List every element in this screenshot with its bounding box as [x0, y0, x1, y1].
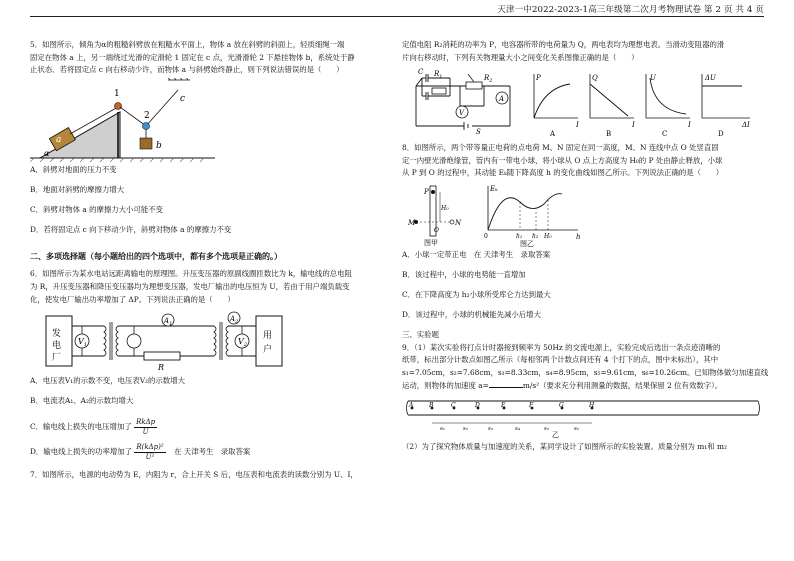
q6-option-c: [30, 415, 390, 439]
q6-line-2: 为 R，升压变压器和降压变压器均为理想变压器，发电厂输出的电压恒为 U，若由于用户端负载变: [30, 281, 350, 291]
tape-points-group: [408, 402, 595, 409]
q9-line-4-suffix: m/s²（要求充分利用测量的数据，结果保留 2 位有效数字）。: [522, 381, 723, 391]
q5-label-1: 1: [114, 88, 120, 99]
q6-option-d: [30, 439, 390, 465]
q6-option-d-den: U²: [145, 452, 155, 461]
tape-label-C: C: [451, 401, 456, 409]
q5-line-3: 止状态．若将固定点 c 向右移动少许，而物体 a 与斜劈始终静止，则下列说法错误的是（ ）: [30, 65, 344, 75]
q8-line-3: 从 P 到 O 的过程中，其动能 Eₖ随下降高度 h 的变化曲线如图乙所示。下列说法正确的是（ ）: [402, 168, 724, 178]
q5-line-2: 固定在物体 a 上，另一端绕过光滑的定滑轮 1 固定在 c 点，光滑滑轮 2 下悬挂物体 b，系统处于静: [30, 52, 355, 62]
q8-option-a: A．小球一定带正电 在 天津考生 录取答案: [402, 249, 551, 259]
q8-label-ek: Eₖ: [490, 184, 498, 193]
tape-segment-label: s₄: [515, 425, 521, 432]
q8-caption-jia: 图甲: [424, 238, 438, 247]
q8-label-h0: H₀: [441, 204, 449, 212]
q8-label-h0x: H₀: [544, 232, 552, 240]
q5-label-c: c: [180, 93, 186, 104]
q5-label-a: a: [56, 134, 62, 145]
tape-label-D: D: [475, 401, 480, 409]
q7-graph-d: [702, 74, 750, 136]
q7-graph-c-letter: C: [662, 130, 668, 137]
q7-graph-b: [590, 74, 635, 136]
q5-option-c: C．斜劈对物体 a 的摩擦力大小可能不变: [30, 204, 164, 214]
q7-cont-line-1: 定值电阻 R₂消耗的功率为 P，电容器所带的电荷量为 Q，两电表均为理想电表。当滑动变阻器的滑: [402, 40, 725, 49]
q7-cont-line-2: 片向右移动时，下列有关物理量大小之间变化关系图像正确的是（ ）: [402, 52, 639, 62]
q6-circuit-figure: [44, 310, 284, 372]
tape-segment-label: s₂: [463, 425, 469, 432]
q7-graph-b-xaxis: I: [632, 121, 635, 130]
q7-graph-b-letter: B: [606, 130, 612, 137]
tape-segment-label: s₁: [440, 425, 446, 432]
q8-label-m: M: [408, 218, 416, 227]
q7-graph-d-yaxis: ΔU: [705, 74, 716, 83]
q5-label-b: b: [156, 140, 162, 151]
q9-tape-caption: 乙: [552, 430, 559, 439]
q6-line-3: 化，使发电厂输出功率增加了 ΔP。下列说法正确的是（ ）: [30, 294, 235, 304]
q7-graph-c-yaxis: U: [650, 74, 656, 83]
q9-line-2: 纸带，标出部分计数点如图乙所示（每相邻两个计数点间还有 4 个打下的点，图中未标出），其中: [402, 355, 719, 365]
q7-graph-b-yaxis: Q: [592, 74, 598, 83]
q8-label-p: P: [424, 187, 429, 196]
tape-label-B: B: [429, 401, 434, 409]
q9-line-4: [402, 379, 766, 393]
tape-label-G: G: [559, 401, 564, 409]
q6-option-d-note: 在 天津考生 录取答案: [174, 447, 251, 457]
tape-label-H: H: [589, 401, 595, 409]
q6-option-b: B．电流表A₁、A₂的示数均增大: [30, 396, 134, 406]
q7-voltmeter-label: V: [459, 109, 465, 118]
q7-graph-d-letter: D: [718, 130, 724, 137]
tape-segment-label: s₃: [488, 425, 494, 432]
q6-line-1: 6．如图所示为某水电站远距离输电的原理图。升压变压器的原副线圈匝数比为 k，输电线的总电阻: [30, 269, 352, 279]
q6-r-label: R: [158, 363, 165, 373]
q7-r2-label: $R_2$: [484, 74, 493, 85]
q8-label-hx: h: [576, 232, 581, 241]
q5-label-2: 2: [144, 110, 150, 121]
q9-line-6: （2）为了探究物体质量与加速度的关系，某同学设计了如图所示的实验装置。质量分别为 m₁和 m₂: [402, 441, 727, 451]
tape-segments-group: [432, 423, 592, 432]
q9-tape-figure: [402, 395, 762, 439]
q5-figure: [30, 78, 230, 162]
q6-a2-label: $A_2$: [230, 315, 239, 326]
q6-option-d-num: R(kΔp)²: [136, 442, 164, 451]
q5-label-alpha: α: [44, 148, 50, 158]
q7-r1-label: $R_1$: [434, 70, 443, 81]
left-column: [30, 22, 390, 482]
q7-cap-label: C: [418, 68, 424, 77]
q6-a1-label: $A_1$: [164, 317, 173, 328]
q7-graph-d-xaxis: ΔI: [742, 121, 750, 130]
header-rule: [30, 16, 764, 17]
q6-option-c-den: U: [142, 427, 149, 436]
q7-figure: [402, 66, 762, 136]
q7-switch-label: S: [476, 128, 481, 137]
q6-option-c-prefix: C．输电线上损失的电压增加了: [30, 422, 132, 432]
q9-line-4-prefix: 运动，则物体的加速度 a=: [402, 381, 489, 391]
q7-ammeter-label: A: [499, 95, 505, 104]
svg-text:电: 电: [52, 341, 62, 352]
q5-option-b: B．地面对斜劈的摩擦力增大: [30, 184, 125, 194]
page-header: 天津一中2022-2023-1高三年级第二次月考物理试卷 第 2 页 共 4 页: [497, 5, 764, 15]
q8-line-2: 定一内壁光滑绝缘管，管内有一带电小球，将小球从 O 点上方高度为 H₀的 P 处由静止释放，小球: [402, 155, 723, 165]
q6-v2-label: $V_2$: [238, 337, 247, 349]
section-3-title: 三、实验题: [402, 329, 439, 339]
q6-v1-label: $V_1$: [78, 337, 87, 349]
q8-label-h1: h₁: [516, 232, 523, 240]
q9-line-3: s₁=7.05cm，s₂=7.68cm，s₃=8.33cm，s₄=8.95cm，s₅=9.61cm，s₆=10.26cm。已知物体做匀加速直线: [402, 367, 769, 377]
tape-label-E: E: [501, 401, 506, 409]
q7-graph-a-yaxis: P: [536, 74, 541, 83]
q8-label-o: O: [434, 226, 439, 234]
answer-blank-accel[interactable]: [489, 379, 523, 388]
q7-graph-a-xaxis: I: [576, 121, 579, 130]
q8-label-h2: h₂: [532, 232, 539, 240]
q8-option-c: C．在下降高度为 h₂小球所受库仑力达到最大: [402, 289, 551, 299]
q6-option-c-fraction: [134, 418, 157, 437]
q6-label-user: 用: [263, 331, 273, 342]
q8-label-origin: 0: [484, 232, 488, 240]
q7-graph-c: [646, 74, 691, 136]
q5-line-1: 5．如图所示，倾角为α的粗糙斜劈放在粗糙水平面上，物体 a 放在斜劈的斜面上，轻质细绳一端: [30, 40, 345, 49]
q5-option-a: A．斜劈对地面的压力不变: [30, 164, 117, 174]
q8-option-d: D．该过程中，小球的机械能先减小后增大: [402, 309, 541, 319]
q8-line-1: 8．如图所示，两个带等量正电荷的点电荷 M、N 固定在同一高度，M、N 连线中点 O 处竖直固: [402, 143, 719, 153]
tape-label-A: A: [409, 401, 414, 409]
q8-figure: [408, 182, 608, 248]
svg-text:户: 户: [263, 345, 273, 356]
q6-option-c-num: RkΔp: [136, 417, 156, 426]
q7-graph-a: [534, 74, 579, 136]
q6-option-d-fraction: [134, 443, 165, 462]
section-2-title: 二、多项选择题（每小题给出的四个选项中，都有多个选项是正确的。）: [30, 252, 282, 262]
q7-graph-a-letter: A: [550, 130, 556, 137]
right-column: [402, 22, 769, 453]
q8-label-n: N: [455, 218, 462, 227]
q6-option-d-prefix: D．输电线上损失的功率增加了: [30, 447, 133, 457]
q6-label-gen: 发: [52, 329, 62, 340]
tape-segment-label: s₅: [544, 425, 550, 432]
tape-label-F: F: [529, 401, 534, 409]
q9-line-1: 9．（1）某次实验将打点计时器接到频率为 50Hz 的交流电源上，实验完成后选出一条点迹清晰的: [402, 342, 721, 352]
q6-option-a: A．电压表V₁的示数不变，电压表V₂的示数增大: [30, 376, 185, 386]
svg-text:厂: 厂: [52, 353, 62, 364]
q8-caption-yi: 图乙: [520, 239, 534, 248]
q7-graph-c-xaxis: I: [688, 121, 691, 130]
q5-option-d: D．若将固定点 c 向下移动少许，斜劈对物体 a 的摩擦力不变: [30, 224, 232, 234]
q8-option-b: B．该过程中，小球的电势能一直增加: [402, 269, 526, 279]
q7-line-1: 7．如图所示，电源的电动势为 E，内阻为 r，合上开关 S 后，电压表和电流表的读数分别为 U、I，: [30, 470, 358, 480]
tape-segment-label: s₆: [574, 425, 580, 432]
